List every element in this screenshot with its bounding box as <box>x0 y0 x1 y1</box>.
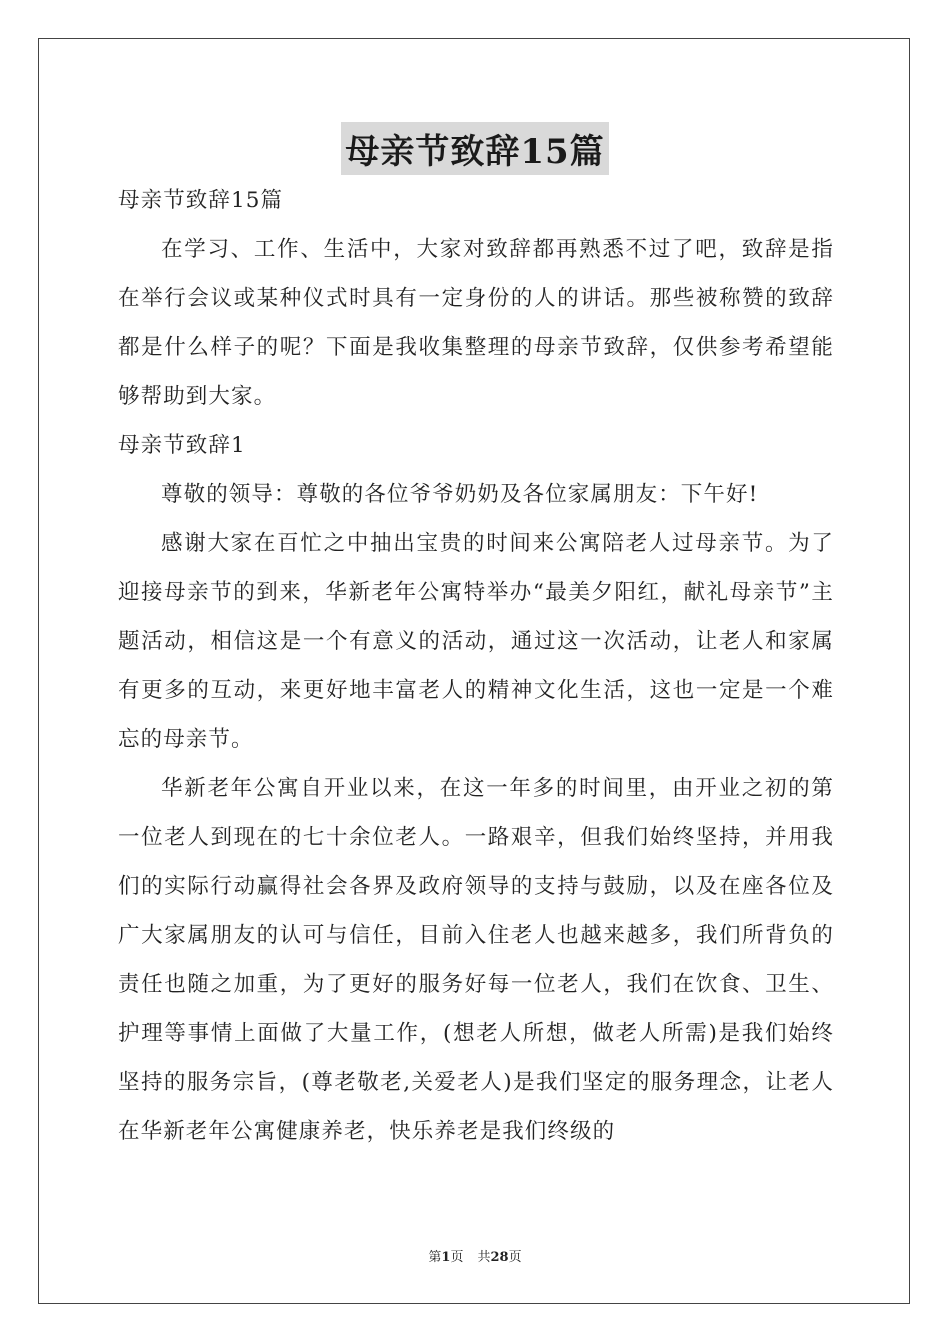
document-body <box>118 176 834 1156</box>
intro-paragraph: 在学习、工作、生活中，大家对致辞都再熟悉不过了吧，致辞是指在举行会议或某种仪式时具有一定身份的人的讲话。那些被称赞的致辞都是什么样子的呢？下面是我收集整理的母亲节致辞，仅供参考希望能够帮助到大家。 <box>118 237 834 409</box>
subtitle-paragraph: 母亲节致辞15篇 <box>118 188 284 213</box>
body-paragraph: 感谢大家在百忙之中抽出宝贵的时间来公寓陪老人过母亲节。为了迎接母亲节的到来，华新老年公寓特举办“最美夕阳红，献礼母亲节”主题活动，相信这是一个有意义的活动，通过这一次活动，让老人和家属有更多的互动，来更好地丰富老人的精神文化生活，这也一定是一个难忘的母亲节。 <box>118 531 834 752</box>
page-footer <box>0 1246 950 1265</box>
body-paragraph: 华新老年公寓自开业以来，在这一年多的时间里，由开业之初的第一位老人到现在的七十余位老人。一路艰辛，但我们始终坚持，并用我们的实际行动赢得社会各界及政府领导的支持与鼓励，以及在座各位及广大家属朋友的认可与信任，目前入住老人也越来越多，我们所背负的责任也随之加重，为了更好的服务好每一位老人，我们在饮食、卫生、护理等事情上面做了大量工作，(想老人所想，做老人所需)是我们始终坚持的服务宗旨，(尊老敬老,关爱老人)是我们坚定的服务理念，让老人在华新老年公寓健康养老，快乐养老是我们终级的 <box>118 776 834 1144</box>
section-heading-1: 母亲节致辞1 <box>118 433 246 458</box>
greeting-paragraph: 尊敬的领导：尊敬的各位爷爷奶奶及各位家属朋友：下午好! <box>161 482 759 507</box>
page-indicator: 第1页 <box>428 1250 464 1265</box>
document-title-text: 母亲节致辞15篇 <box>341 122 608 175</box>
document-title <box>0 122 950 175</box>
total-pages-indicator: 共28页 <box>477 1250 522 1265</box>
